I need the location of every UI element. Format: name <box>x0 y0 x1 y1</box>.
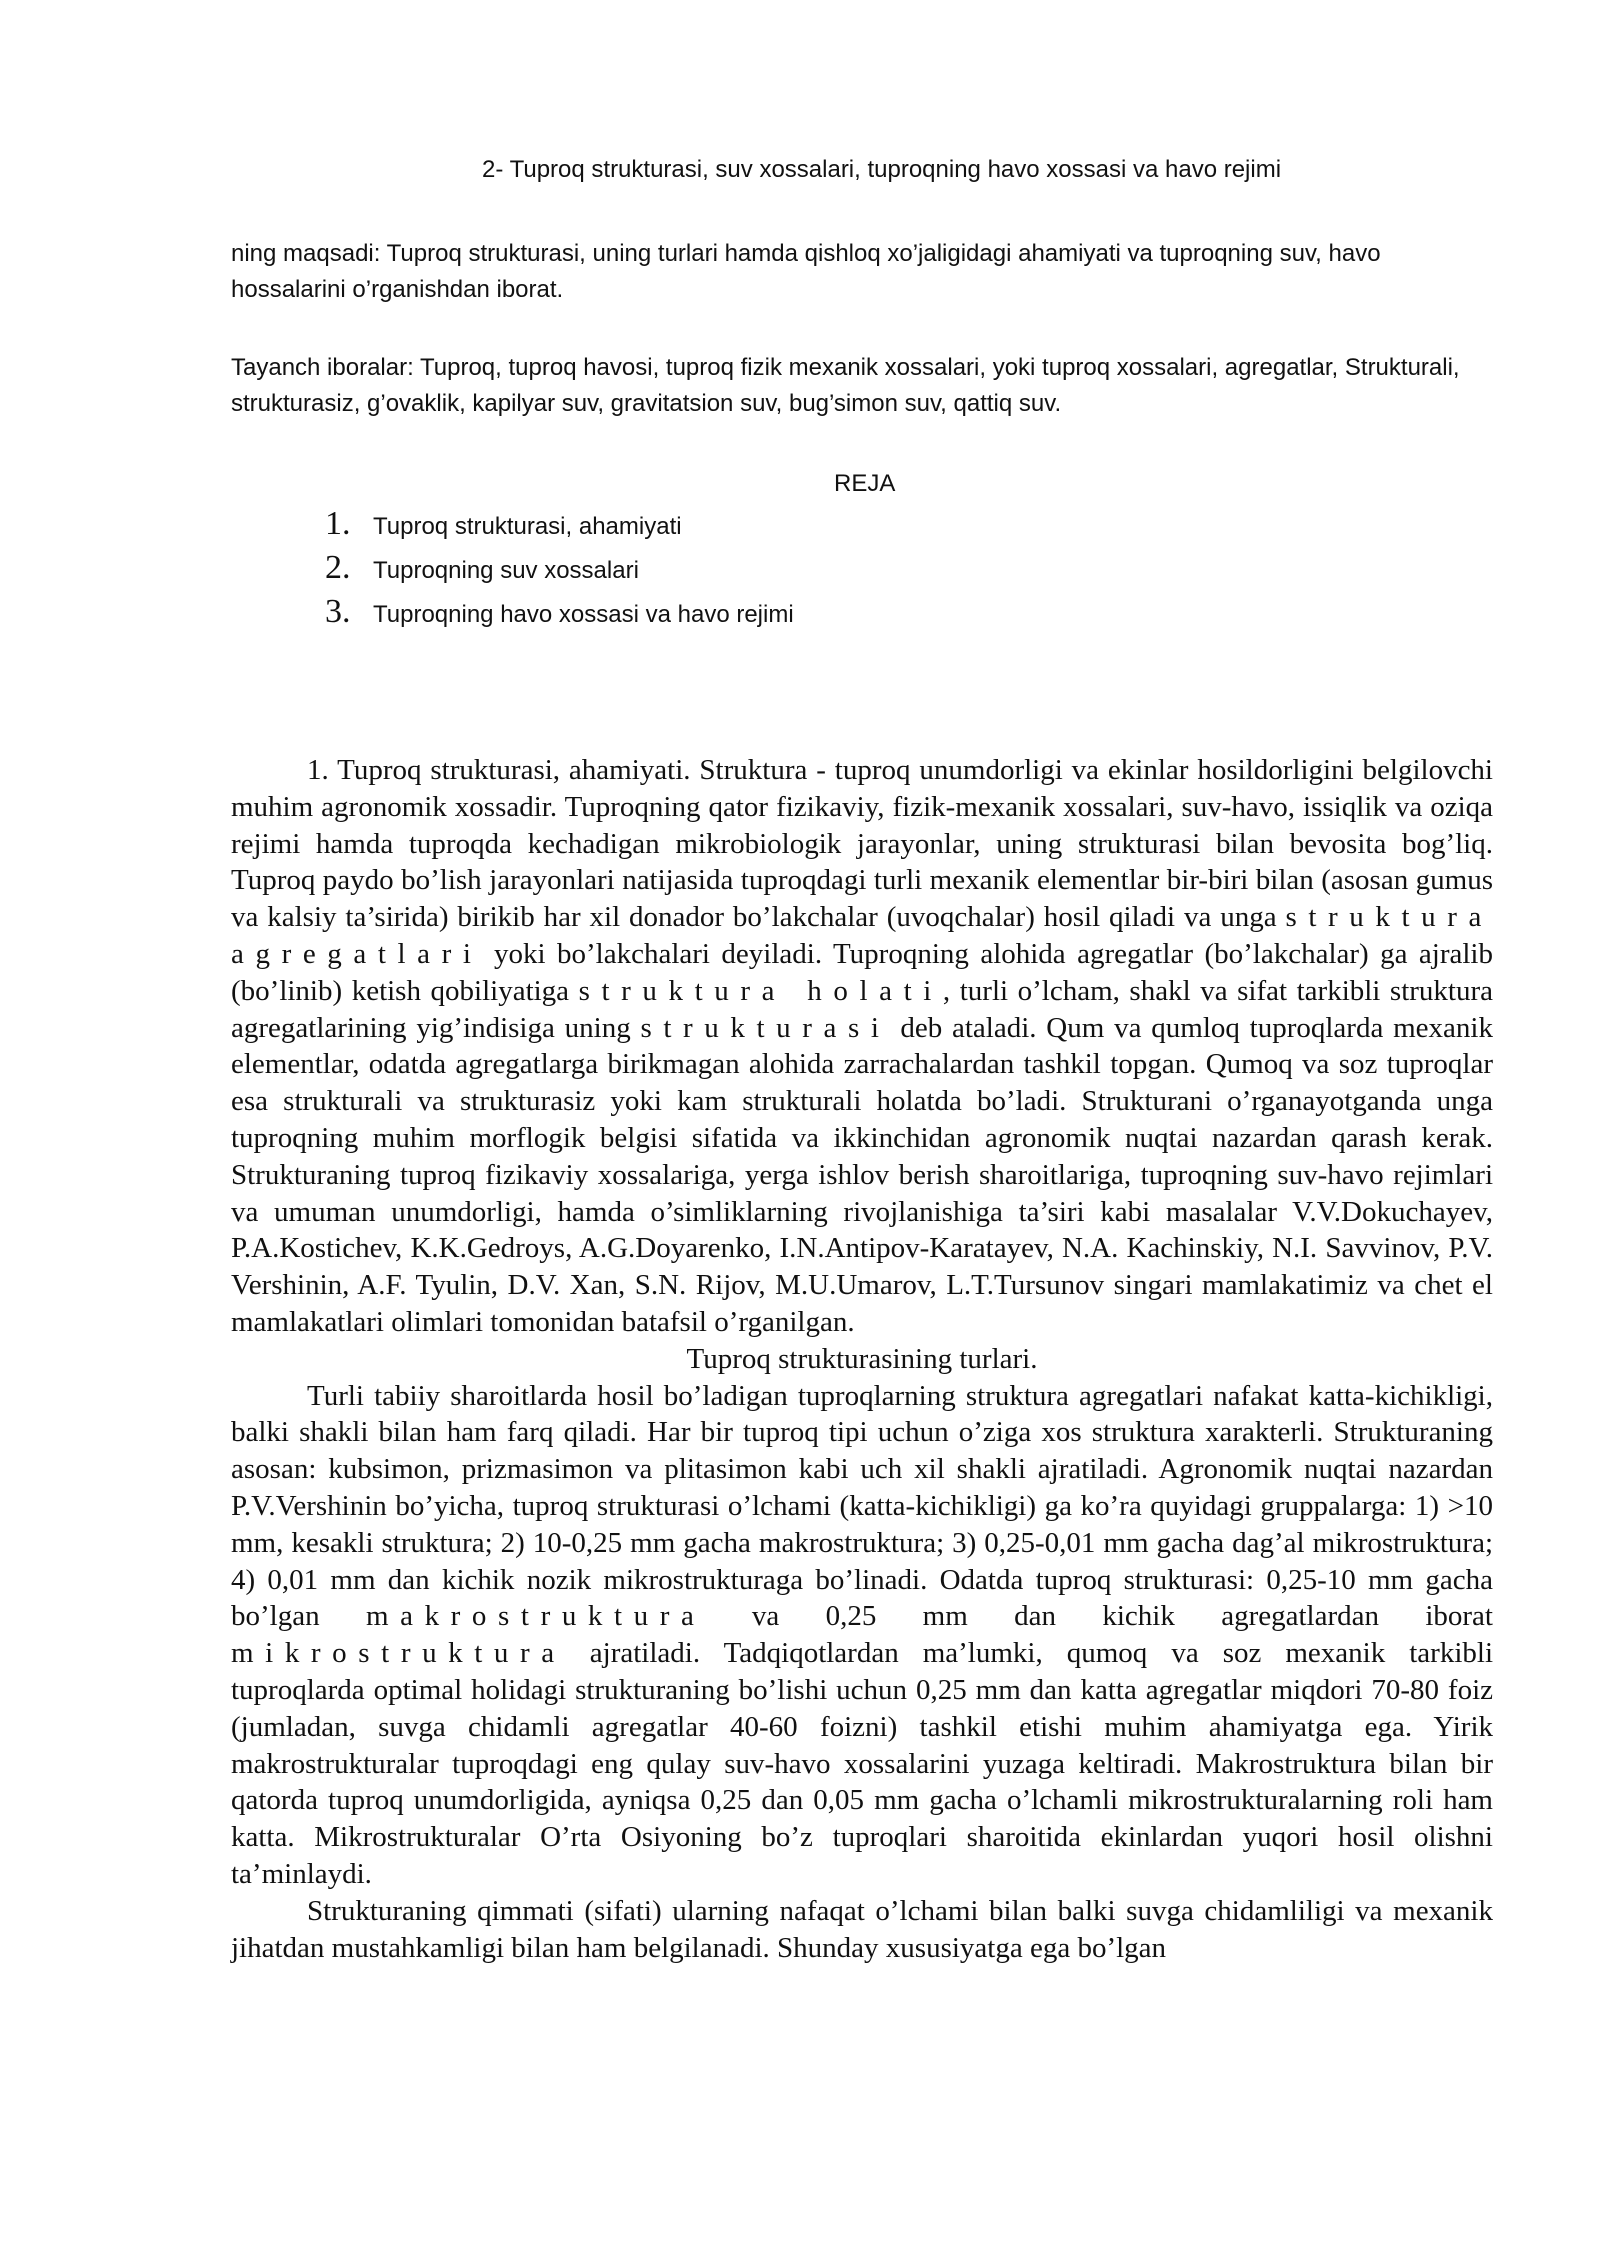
document-title: 2- Tuproq strukturasi, suv xossalari, tuproqning havo xossasi va havo rejimi <box>482 156 1282 183</box>
plan-item-number: 3. <box>325 593 351 630</box>
section-body <box>231 752 1493 1966</box>
plan-item-text: Tuproqning havo xossasi va havo rejimi <box>373 601 794 628</box>
text-run: , turli o’lcham, shakl va sifat tarkibli struktura agregatlarining yig’indisiga uning <box>231 974 1494 1044</box>
plan-item-text: Tuproq strukturasi, ahamiyati <box>373 513 682 540</box>
spaced-term: strukturasi <box>640 1011 891 1044</box>
text-run: yoki bo’lakchalari deyiladi. Tuproqning alohida agregatlar (bo’lakchalar) ga ajralib (bo’linib) ketish qobiliyatiga <box>231 937 1493 1007</box>
spaced-term: makrostruktura <box>365 1600 706 1633</box>
keywords-paragraph: Tayanch iboralar: Tuproq, tuproq havosi, tuproq fizik mexanik xossalari, yoki tuproq xossalari, agregatlar, Strukturali, strukturasiz, g’ovaklik, kapilyar suv, gravitatsion suv, bug’simon suv, qattiq suv. <box>231 354 1460 417</box>
plan-item <box>325 549 794 593</box>
plan-item <box>325 593 794 637</box>
plan-item <box>325 505 794 549</box>
spaced-term: mikrostruktura <box>231 1637 566 1670</box>
text-run: va 0,25 mm dan kichik agregatlardan iborat <box>705 1600 1493 1633</box>
plan-list <box>325 505 794 637</box>
body-paragraph-3: Strukturaning qimmati (sifati) ularning nafaqat o’lchami bilan balki suvga chidamliligi va mexanik jihatdan mustahkamligi bilan ham belgilanadi. Shunday xususiyatga ega bo’lgan <box>231 1894 1493 1964</box>
text-run: Turli tabiiy sharoitlarda hosil bo’ladigan tuproqlarning struktura agregatlari nafakat katta-kichikligi, balki shakli bilan ham farq qiladi. Har bir tuproq tipi uchun o’ziga xos struktura xarakterli. Strukturaning asosan: kubsimon, prizmasimon va plitasimon kabi uch xil shakli ajratiladi. Agronomik nuqtai nazardan P.V.Vershinin bo’yicha, tuproq strukturasi o’lchami (katta-kichikligi) ga ko’ra quyidagi gruppalarga: 1) >10 mm, kesakli struktura; 2) 10-0,25 mm gacha makrostruktura; 3) 0,25-0,01 mm gacha dag’al mikrostruktura; 4) 0,01 mm dan kichik nozik mikrostrukturaga bo’linadi. Odatda tuproq strukturasi: 0,25-10 mm gacha bo’lgan <box>231 1379 1493 1633</box>
plan-item-number: 2. <box>325 549 351 586</box>
text-run: 1. Tuproq strukturasi, ahamiyati. Struktura - tuproq unumdorligi va ekinlar hosildorligini belgilovchi muhim agronomik xossadir. Tuproqning qator fizikaviy, fizik-mexanik xossalari, suv-havo, issiqlik va oziqa rejimi hamda tuproqda kechadigan mikrobiologik jarayonlar, uning strukturasi bilan bevosita bog’liq. Tuproq paydo bo’lish jarayonlari natijasida tuproqdagi turli mexanik elementlar bir-biri bilan (asosan gumus va kalsiy ta’sirida) birikib har xil donador bo’lakchalar (uvoqchalar) hosil qiladi va unga <box>231 754 1493 934</box>
body-paragraph-2 <box>231 1378 1493 1893</box>
spaced-term: struktura agregatlari <box>231 901 1493 970</box>
subsection-heading: Tuproq strukturasining turlari. <box>686 1342 1038 1375</box>
text-run: ajratiladi. Tadqiqotlardan ma’lumki, qumoq va soz mexanik tarkibli tuproqlarda optimal holidagi strukturaning bo’lishi uchun 0,25 mm dan katta agregatlar miqdori 70-80 foiz (jumladan, suvga chidamli agregatlar 40-60 foizni) tashkil etishi muhim ahamiyatga ega. Yirik makrostrukturalar tuproqdagi eng qulay suv-havo xossalarini yuzaga keltiradi. Makrostruktura bilan bir qatorda tuproq unumdorligida, ayniqsa 0,25 dan 0,05 mm gacha o’lchamli mikrostrukturalarning roli ham katta. Mikrostrukturalar O’rta Osiyoning bo’z tuproqlari sharoitida ekinlardan yuqori hosil olishni ta’minlaydi. <box>231 1637 1493 1890</box>
goal-paragraph: ning maqsadi: Tuproq strukturasi, uning turlari hamda qishloq xo’jaligidagi ahamiyati va tuproqning suv, havo hossalarini o’rganishdan iborat. <box>231 240 1381 303</box>
plan-heading: REJA <box>834 470 896 497</box>
body-paragraph-1 <box>231 752 1493 1341</box>
plan-item-text: Tuproqning suv xossalari <box>373 557 639 584</box>
plan-item-number: 1. <box>325 505 351 542</box>
spaced-term: struktura holati <box>578 974 943 1007</box>
text-run: deb ataladi. Qum va qumloq tuproqlarda mexanik elementlar, odatda agregatlarga birikmagan alohida zarrachalardan tashkil topgan. Qumoq va soz tuproqlar esa strukturali va strukturasiz yoki kam strukturali holatda bo’ladi. Strukturani o’rganayotganda unga tuproqning muhim morflogik belgisi sifatida va ikkinchidan agronomik nuqtai nazardan qarash kerak. Strukturaning tuproq fizikaviy xossalariga, yerga ishlov berish sharoitlariga, tuproqning suv-havo rejimlari va umuman unumdorligi, hamda o’simliklarning rivojlanishiga ta’siri kabi masalalar V.V.Dokuchayev, P.A.Kostichev, K.K.Gedroys, A.G.Doyarenko, I.N.Antipov-Karatayev, N.A. Kachinskiy, N.I. Savvinov, P.V. Vershinin, A.F. Tyulin, D.V. Xan, S.N. Rijov, M.U.Umarov, L.T.Tursunov singari mamlakatimiz va chet el mamlakatlari olimlari tomonidan batafsil o’rganilgan. <box>231 1011 1493 1338</box>
